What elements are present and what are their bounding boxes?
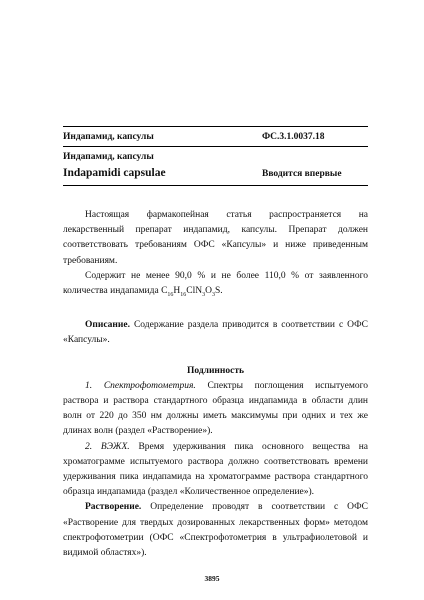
content-text: Содержит не менее 90,0 % и не более 110,0 % от заявленного количества индапамида <box>63 270 368 297</box>
content-paragraph <box>63 269 368 303</box>
spectro-label: 1. Спектрофотометрия. <box>85 380 196 391</box>
content-suffix: . <box>220 286 223 297</box>
header-title-ru: Индапамид, капсулы <box>63 132 154 142</box>
hplc-text: Время удерживания пика основного вещества на хроматограмме испытуемого раствора должно соответствовать времени удерживания пика индапамида на хроматограмме раствора стандартного образца индапамида (раздел «Количественное определение»). <box>63 441 369 498</box>
header-title-latin: Indapamidi capsulae <box>63 167 166 179</box>
header-middle-rule <box>63 146 368 147</box>
description-label: Описание. <box>85 320 130 331</box>
spectro-text: Спектры поглощения испытуемого раствора и раствора стандартного образца индапамида в области длин волн от 220 до 350 нм должны иметь максимумы при одних и тех же длинах волн (раздел «Растворение»). <box>63 380 368 437</box>
header-doc-code: ФС.3.1.0037.18 <box>262 132 325 142</box>
dissolution-text: Определение проводят в соответствии с ОФС «Растворение для твердых дозированных лекарственных форм» методом спектрофотометрии (ОФС «Спектрофотометрия в ультрафиолетовой и видимой областях»). <box>63 502 368 558</box>
header-title-ru-2: Индапамид, капсулы <box>63 152 154 162</box>
intro-paragraph: Настоящая фармакопейная статья распространяется на лекарственный препарат индапамид, капсулы. Препарат должен соответствовать требованиям ОФС «Капсулы» и ниже приведенным требованиям. <box>63 210 368 266</box>
chemical-formula: $C_{16}H_{16}ClN_3O_3S$ <box>161 286 221 298</box>
dissolution-paragraph <box>63 500 368 561</box>
spectro-paragraph <box>63 379 368 440</box>
page-number: 3895 <box>204 574 220 583</box>
header-top-rule <box>63 126 368 127</box>
description-paragraph <box>63 318 368 348</box>
dissolution-label: Растворение. <box>85 502 142 513</box>
hplc-paragraph <box>63 440 368 501</box>
document-body <box>63 208 368 561</box>
description-text: Содержание раздела приводится в соответствии с ОФС «Капсулы». <box>63 320 368 346</box>
authenticity-heading: Подлинность <box>186 365 245 376</box>
header-bottom-rule <box>63 185 368 186</box>
hplc-label: 2. ВЭЖХ. <box>85 441 130 452</box>
header-status: Вводится впервые <box>262 169 342 179</box>
